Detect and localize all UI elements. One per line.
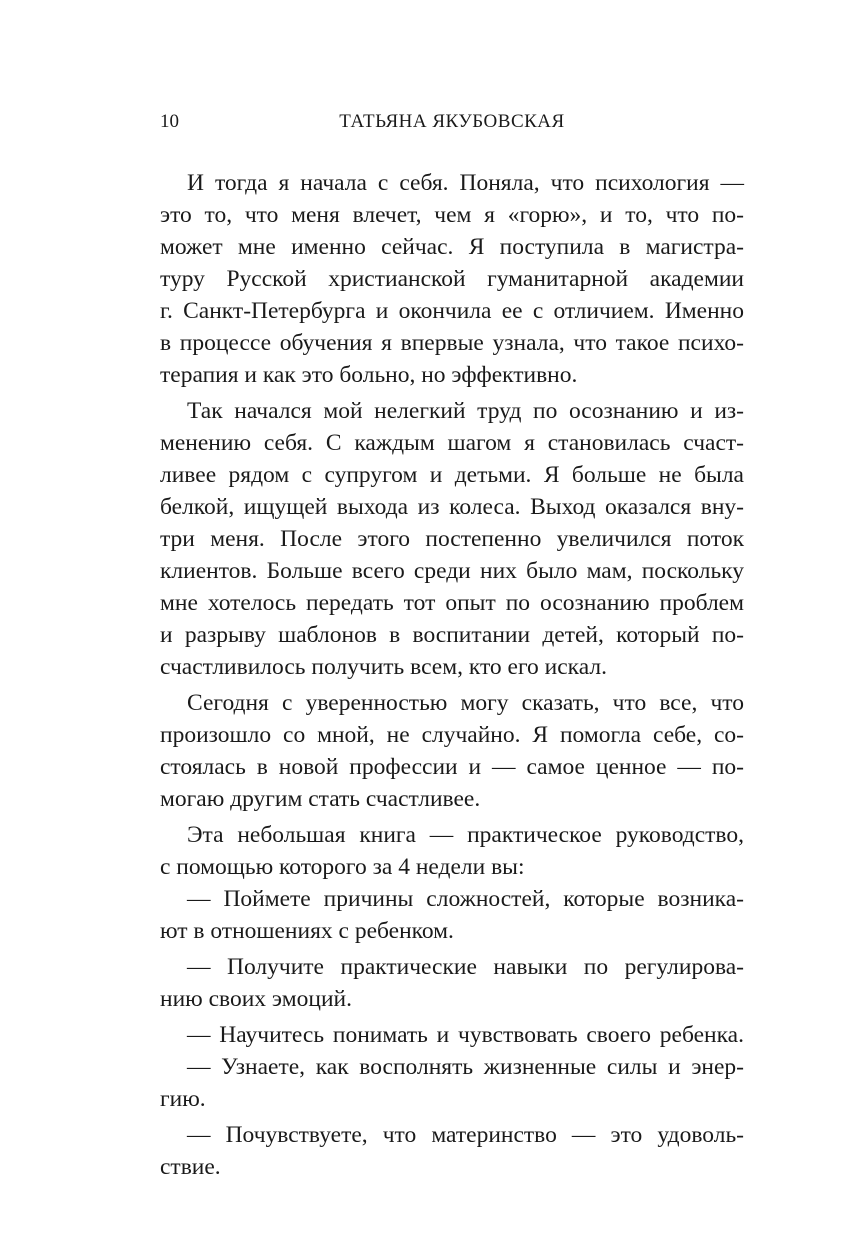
paragraph bbox=[160, 687, 744, 815]
text-line: гию. bbox=[160, 1086, 206, 1112]
text-line: туру Русской христианской гуманитарной академии bbox=[160, 266, 744, 292]
text-line: ствие. bbox=[160, 1154, 221, 1180]
text-line: произошло со мной, не случайно. Я помогла себе, со- bbox=[160, 722, 744, 748]
text-line: ют в отношениях с ребенком. bbox=[160, 918, 454, 944]
text-line: И тогда я начала с себя. Поняла, что психология — bbox=[187, 170, 744, 196]
body-text bbox=[160, 167, 744, 1183]
text-line: стоялась в новой профессии и — самое ценное — по- bbox=[160, 754, 744, 780]
text-line: — Поймете причины сложностей, которые возника- bbox=[187, 886, 744, 912]
list-item bbox=[160, 951, 744, 1015]
text-line: — Узнаете, как восполнять жизненные силы и энер- bbox=[187, 1054, 744, 1080]
text-line: — Почувствуете, что материнство — это удоволь- bbox=[187, 1122, 744, 1148]
text-line: счастливилось получить всем, кто его искал. bbox=[160, 654, 607, 680]
text-line: терапия и как это больно, но эффективно. bbox=[160, 362, 578, 388]
text-line: мне хотелось передать тот опыт по осознанию проблем bbox=[160, 590, 744, 616]
paragraph bbox=[160, 167, 744, 391]
text-line: в процессе обучения я впервые узнала, что такое психо- bbox=[160, 330, 744, 356]
text-line: три меня. После этого постепенно увеличился поток bbox=[160, 526, 744, 552]
text-line: клиентов. Больше всего среди них было мам, поскольку bbox=[160, 558, 744, 584]
text-line: г. Санкт-Петербурга и окончила ее с отличием. Именно bbox=[160, 298, 744, 324]
text-line: это то, что меня влечет, чем я «горю», и то, что по- bbox=[160, 202, 744, 228]
text-line: с помощью которого за 4 недели вы: bbox=[160, 854, 525, 880]
list-item bbox=[160, 883, 744, 947]
text-line: нию своих эмоций. bbox=[160, 986, 353, 1012]
running-head bbox=[160, 108, 744, 136]
running-head-title: ТАТЬЯНА ЯКУБОВСКАЯ bbox=[339, 111, 565, 132]
text-line: Так начался мой нелегкий труд по осознанию и из- bbox=[187, 398, 744, 424]
text-line: белкой, ищущей выхода из колеса. Выход оказался вну- bbox=[160, 494, 744, 520]
list-item bbox=[160, 1051, 744, 1115]
text-line: и разрыву шаблонов в воспитании детей, который по- bbox=[160, 622, 744, 648]
list-item bbox=[160, 1019, 744, 1051]
paragraph bbox=[160, 395, 744, 683]
text-line: — Получите практические навыки по регулирова- bbox=[187, 954, 744, 980]
text-line: ливее рядом с супругом и детьми. Я больше не была bbox=[160, 462, 744, 488]
text-line: может мне именно сейчас. Я поступила в магистра- bbox=[160, 234, 744, 260]
text-line: могаю другим стать счастливее. bbox=[160, 786, 481, 812]
text-line: — Научитесь понимать и чувствовать своего ребенка. bbox=[187, 1022, 744, 1048]
text-line: Сегодня с уверенностью могу сказать, что все, что bbox=[187, 690, 744, 716]
list-item bbox=[160, 1119, 744, 1183]
text-line: Эта небольшая книга — практическое руководство, bbox=[187, 822, 744, 848]
paragraph bbox=[160, 819, 744, 883]
page-number: 10 bbox=[160, 111, 179, 132]
text-line: менению себя. С каждым шагом я становилась счаст- bbox=[160, 430, 744, 456]
